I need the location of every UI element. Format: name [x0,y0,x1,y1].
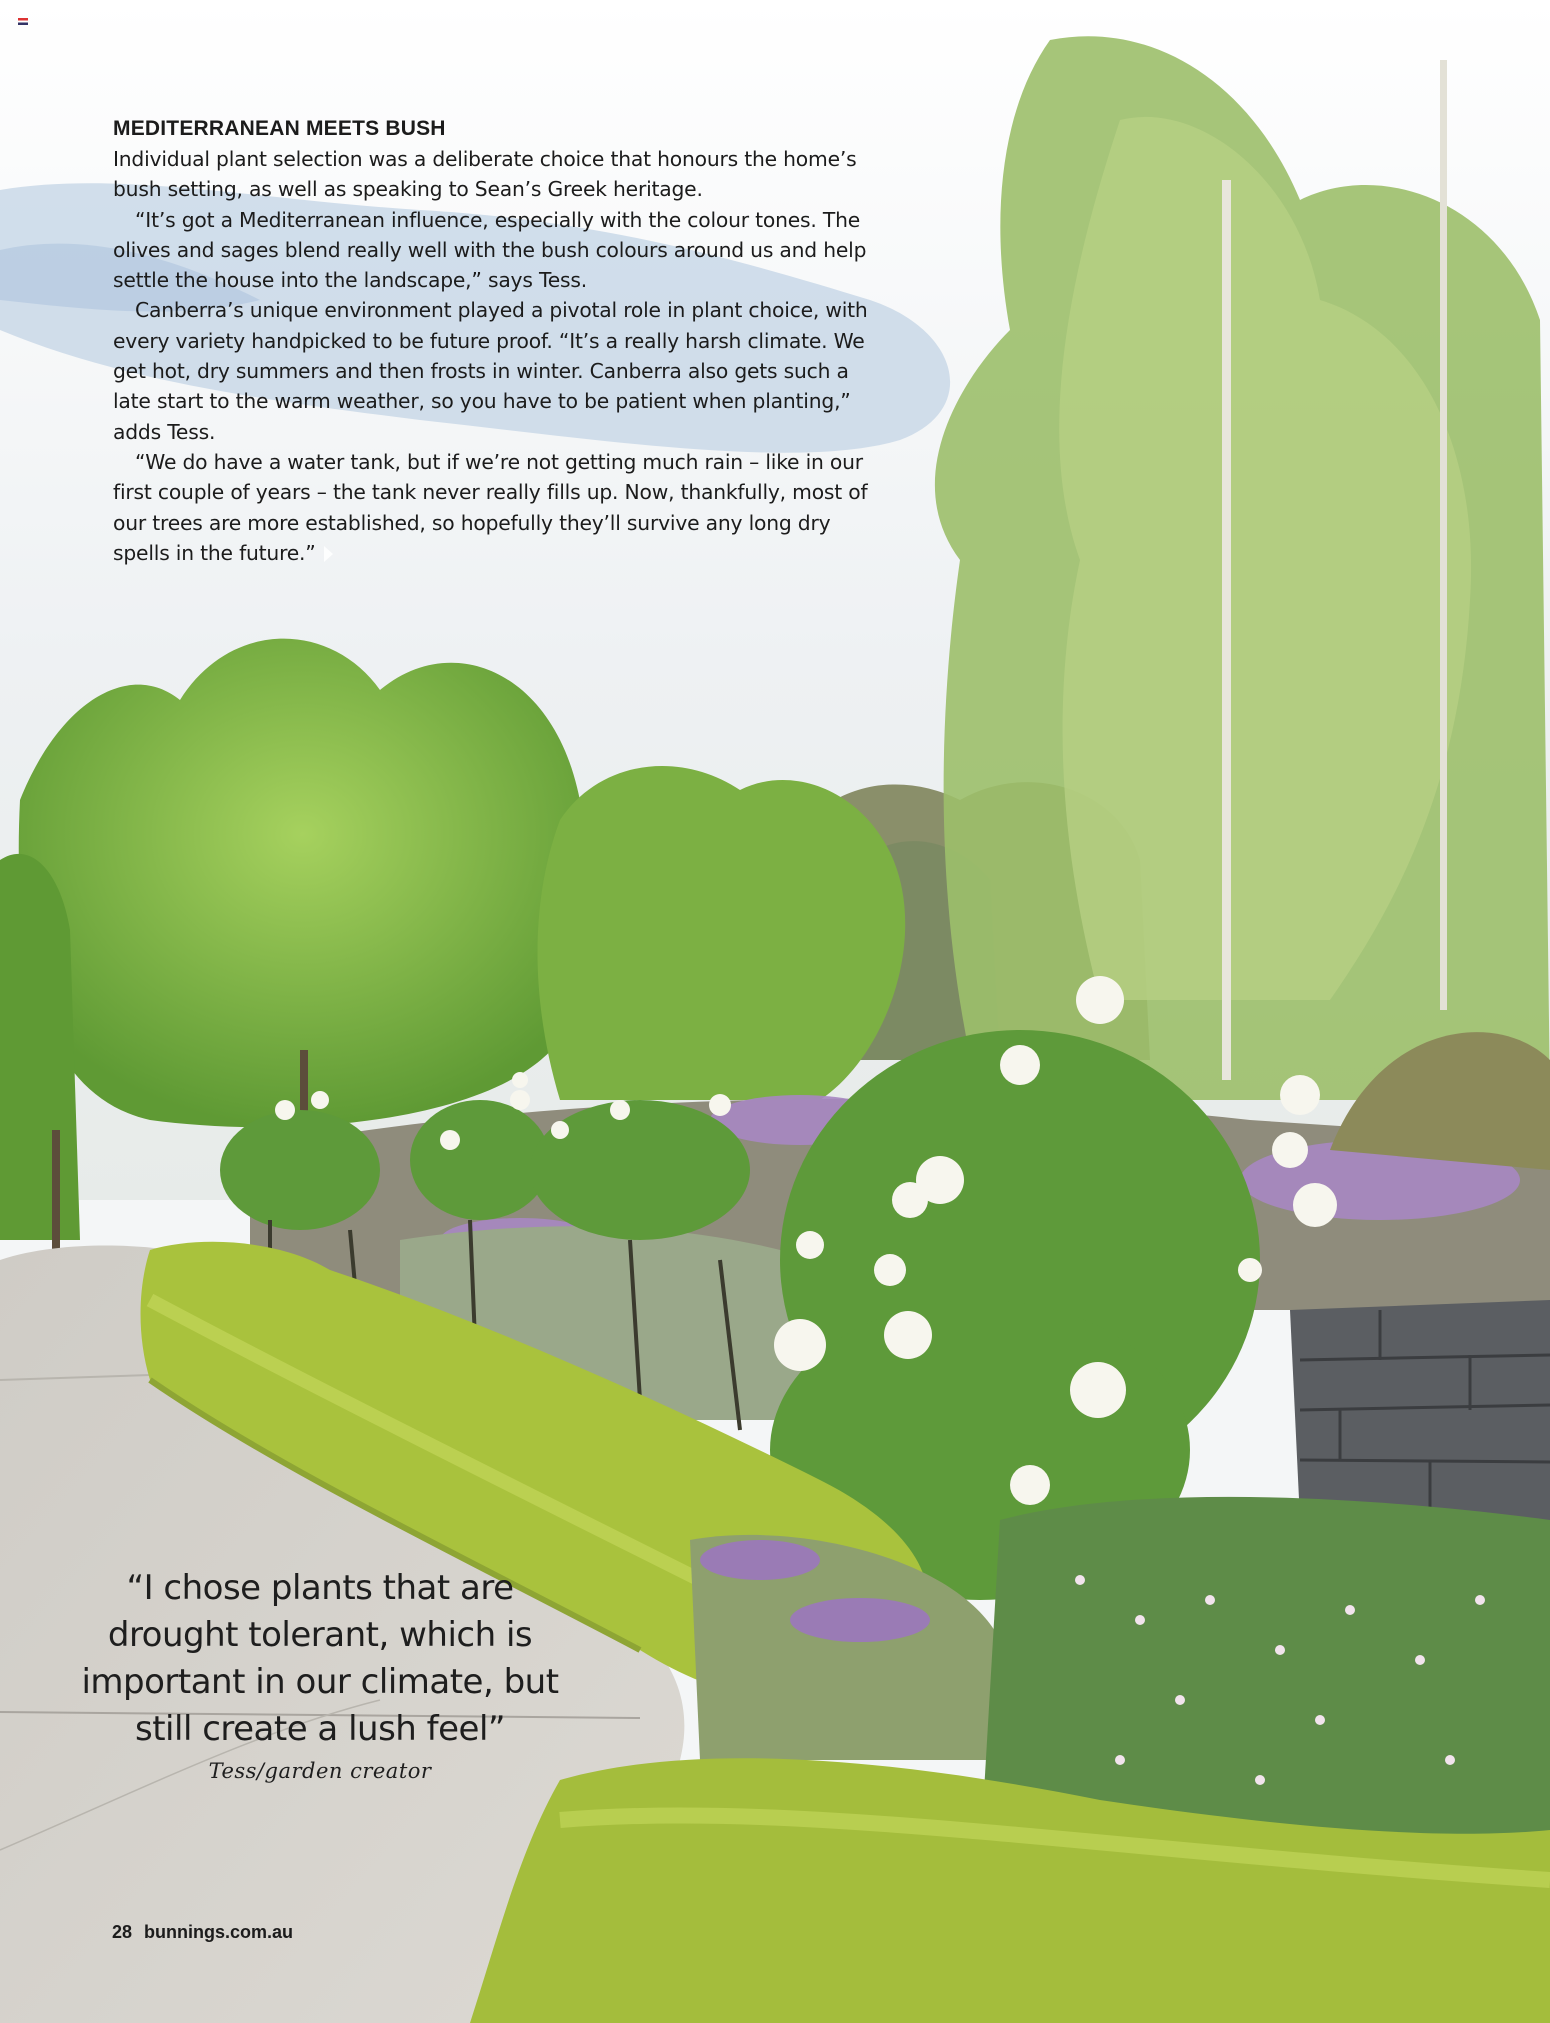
website-link[interactable]: bunnings.com.au [144,1922,294,1942]
article-paragraph: “It’s got a Mediterranean influence, especially with the colour tones. The olives and sages blend really well with the bush colours around us and help settle the house into the landscape,” says Tess. [113,207,867,293]
page-footer [112,1922,293,1943]
article-body [113,114,873,568]
pull-quote-attribution: Tess/garden creator [208,1759,432,1783]
article-paragraph-last [113,447,873,568]
article-paragraph: Individual plant selection was a deliberate choice that honours the home’s bush setting, as well as speaking to Sean’s Greek heritage. [113,147,857,202]
page-number: 28 [112,1922,133,1942]
article-paragraph-text: “We do have a water tank, but if we’re not getting much rain – like in our first couple of years – the tank never really fills up. Now, thankfully, most of our trees are more established, so hopefully they’ll survive any long dry spells in the future.” [113,449,868,565]
flag-mark-icon [18,18,28,25]
triangle-end-icon [324,546,333,562]
pull-quote-text: “I chose plants that are drought tolerant, which is important in our climate, but still create a lush feel” [81,1568,559,1749]
pull-quote [70,1565,570,1783]
article-heading: MEDITERRANEAN MEETS BUSH [113,117,446,140]
article-paragraph: Canberra’s unique environment played a pivotal role in plant choice, with every variety handpicked to be future proof. “It’s a really harsh climate. We get hot, dry summers and then frosts in winter. Canberra also gets such a late start to the warm weather, so you have to be patient when planting,” adds Tess. [113,298,868,444]
